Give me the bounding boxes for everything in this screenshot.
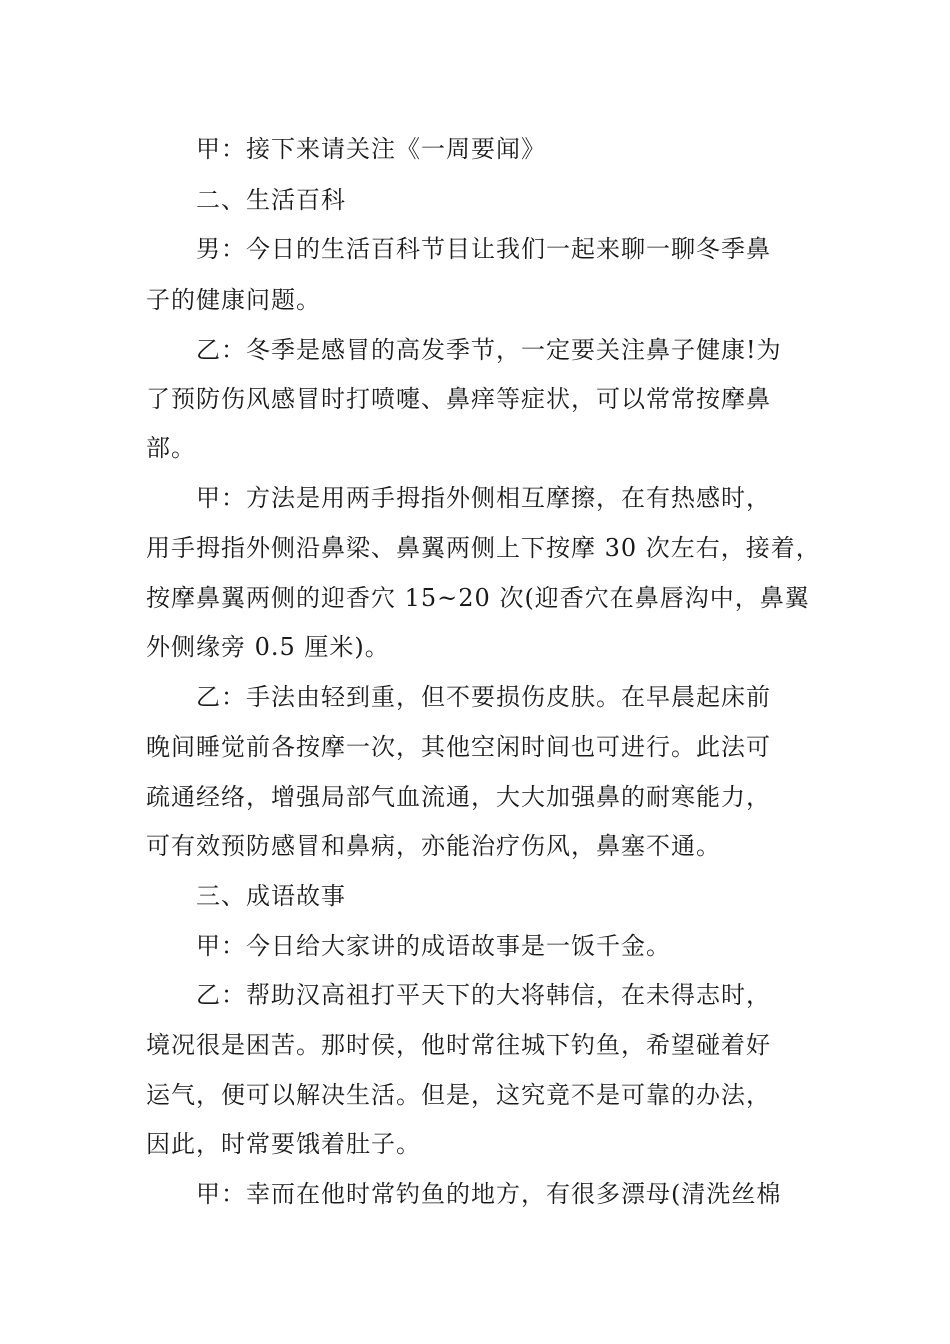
text-line: 乙：手法由轻到重，但不要损伤皮肤。在早晨起床前	[196, 683, 771, 711]
text-line: 按摩鼻翼两侧的迎香穴 15~20 次(迎香穴在鼻唇沟中，鼻翼	[146, 584, 810, 612]
text-line: 部。	[146, 434, 196, 462]
text-line: 甲：幸而在他时常钓鱼的地方，有很多漂母(清洗丝棉	[196, 1180, 782, 1208]
text-line: 甲：方法是用两手拇指外侧相互摩擦，在有热感时，	[196, 484, 771, 512]
section-heading: 二、生活百科	[196, 186, 346, 214]
text-line: 运气，便可以解决生活。但是，这究竟不是可靠的办法，	[146, 1081, 771, 1109]
section-heading: 三、成语故事	[196, 882, 346, 910]
text-line: 男：今日的生活百科节目让我们一起来聊一聊冬季鼻	[196, 235, 771, 263]
text-line: 疏通经络，增强局部气血流通，大大加强鼻的耐寒能力，	[146, 783, 771, 811]
text-line: 子的健康问题。	[146, 286, 321, 314]
text-line: 了预防伤风感冒时打喷嚏、鼻痒等症状，可以常常按摩鼻	[146, 385, 771, 413]
text-line: 外侧缘旁 0.5 厘米)。	[146, 633, 390, 661]
text-line: 乙：冬季是感冒的高发季节，一定要关注鼻子健康!为	[196, 336, 782, 364]
text-line: 因此，时常要饿着肚子。	[146, 1130, 421, 1158]
text-line: 晚间睡觉前各按摩一次，其他空闲时间也可进行。此法可	[146, 733, 771, 761]
text-line: 甲：接下来请关注《一周要闻》	[196, 135, 546, 163]
text-line: 乙：帮助汉高祖打平天下的大将韩信，在未得志时，	[196, 981, 771, 1009]
text-line: 用手拇指外侧沿鼻梁、鼻翼两侧上下按摩 30 次左右，接着，	[146, 534, 821, 562]
text-line: 可有效预防感冒和鼻病，亦能治疗伤风，鼻塞不通。	[146, 832, 721, 860]
text-line: 甲：今日给大家讲的成语故事是一饭千金。	[196, 932, 671, 960]
text-line: 境况很是困苦。那时侯，他时常往城下钓鱼，希望碰着好	[146, 1031, 771, 1059]
